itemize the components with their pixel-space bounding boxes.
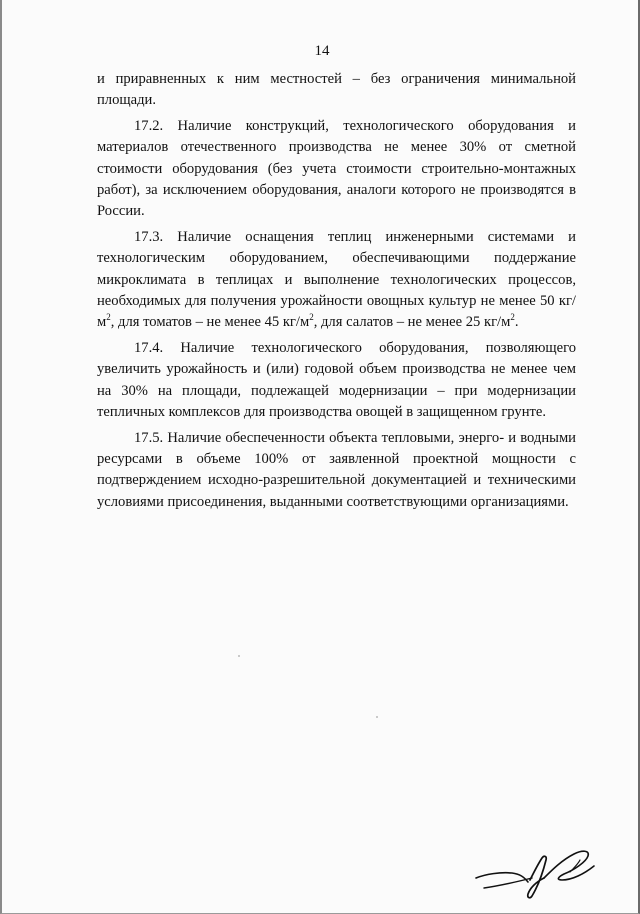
superscript-squared: 2 [106, 312, 111, 323]
superscript-squared: 2 [510, 312, 515, 323]
handwritten-signature [470, 842, 610, 902]
paragraph-continuation: и приравненных к ним местностей – без ограничения минимальной площади. [97, 71, 576, 109]
paragraph-17-3-text-3: , для салатов – не менее 25 кг/м [313, 314, 511, 331]
paragraph-17-4: 17.4. Наличие технологического оборудования, позволяющего увеличить урожайность и (или) годовой объем производства не менее чем на 30% на площади, подлежащей модернизации – при модернизации тепличных комплексов для производства овощей в защищенном грунте. [97, 339, 576, 421]
paragraph-17-5: 17.5. Наличие обеспеченности объекта тепловыми, энерго- и водными ресурсами в объеме 100% от заявленной проектной мощности с подтверждением исходно-разрешительной документацией и техническими условиями присоединения, выданными соответствующими организациями. [97, 429, 576, 510]
scan-speck [376, 716, 378, 718]
document-body [97, 69, 576, 517]
paragraph-17-3-text-end: . [514, 314, 519, 331]
scan-speck [238, 655, 240, 657]
paragraph-17-2: 17.2. Наличие конструкций, технологического оборудования и материалов отечественного производства не менее 30% от сметной стоимости оборудования (без учета стоимости строительно-монтажных работ), за исключением оборудования, аналоги которого не производятся в России. [97, 117, 576, 220]
superscript-squared: 2 [309, 312, 314, 323]
paragraph-17-3-text-1: 17.3. Наличие оснащения теплиц инженерными системами и технологическим оборудованием, обеспечивающими поддержание микроклимата в теплицах и выполнение технологических процессов, необходимых для получения урожайности овощных культур не менее 50 кг/м [97, 228, 576, 331]
page-number: 14 [314, 43, 330, 59]
paragraph-17-3-text-2: , для томатов – не менее 45 кг/м [110, 314, 310, 331]
paragraph-17-3 [97, 227, 576, 334]
